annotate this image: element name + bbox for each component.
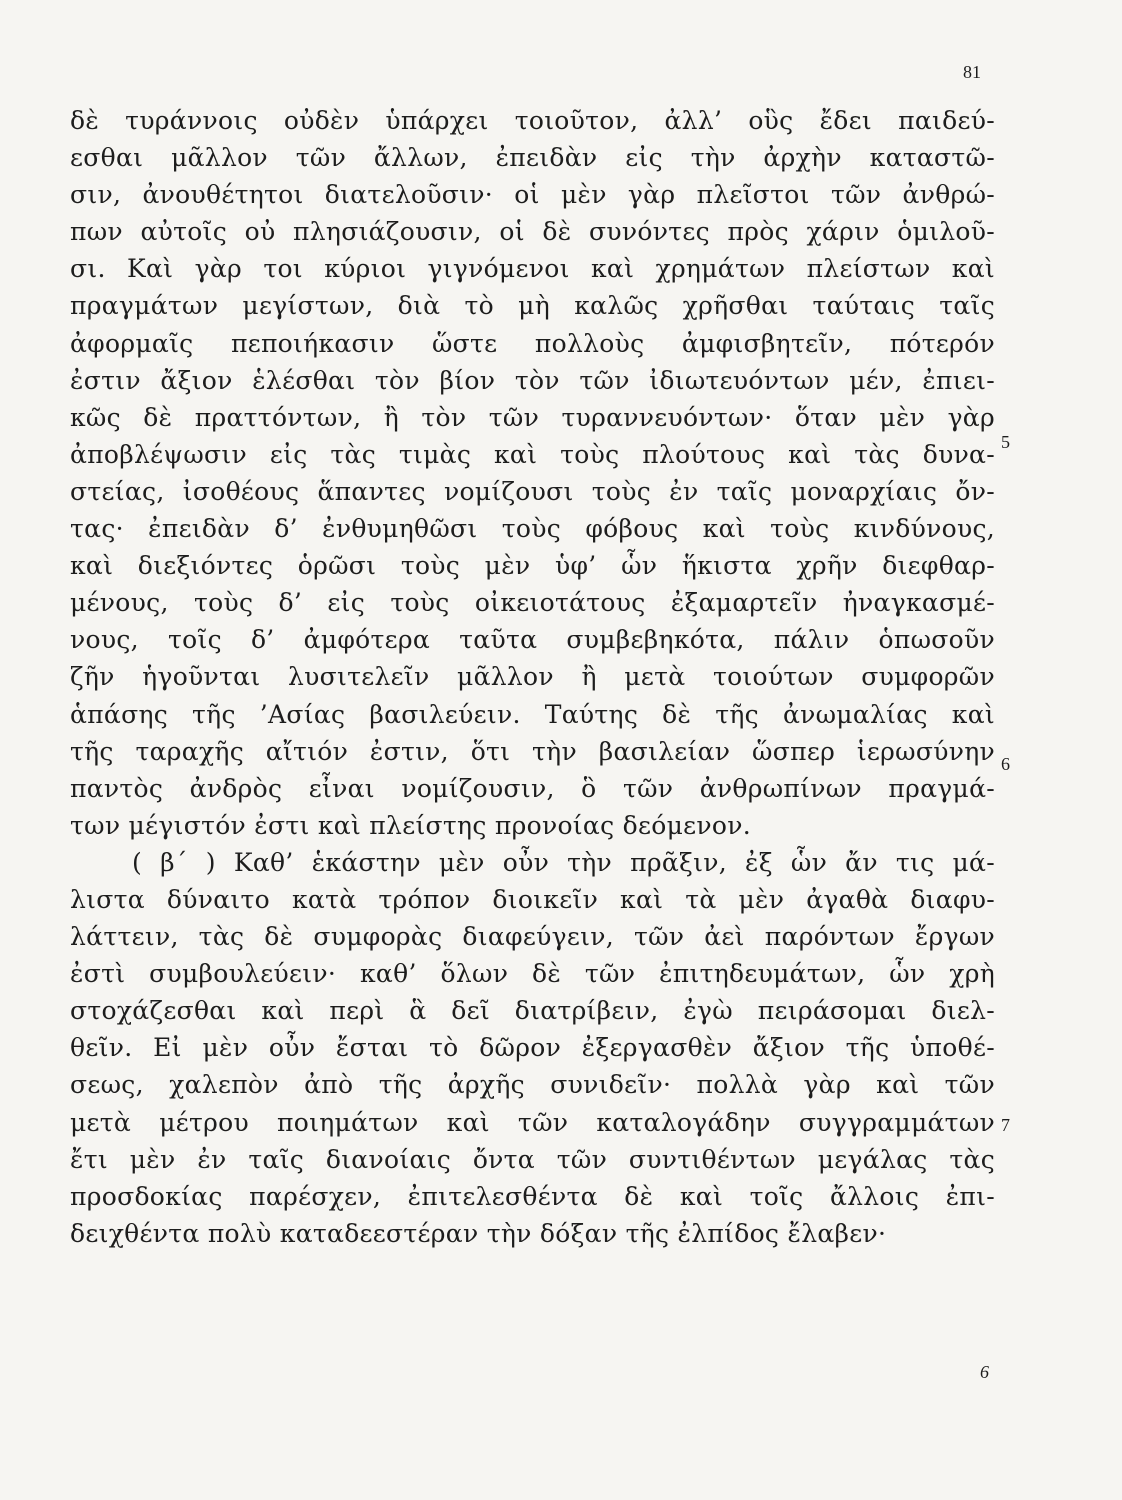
text-line: λάττειν, τὰς δὲ συμφορὰς διαφεύγειν, τῶν ἀεὶ παρόντων ἔργων: [70, 922, 995, 952]
text-line: ἀποβλέψωσιν εἰς τὰς τιμὰς καὶ τοὺς πλούτους καὶ τὰς δυνα-: [70, 439, 995, 469]
text-line: σι. Καὶ γὰρ τοι κύριοι γιγνόμενοι καὶ χρημάτων πλείστων καὶ: [70, 254, 995, 284]
signature-mark: 6: [980, 1362, 989, 1382]
text-line: πων αὐτοῖς οὐ πλησιάζουσιν, οἱ δὲ συνόντες πρὸς χάριν ὁμιλοῦ-: [70, 217, 995, 247]
text-line: νους, τοῖς δ’ ἀμφότερα ταῦτα συμβεβηκότα, πάλιν ὁπωσοῦν: [70, 625, 995, 655]
text-line: λιστα δύναιτο κατὰ τρόπον διοικεῖν καὶ τὰ μὲν ἀγαθὰ διαφυ-: [70, 884, 995, 914]
text-line: μετὰ μέτρου ποιημάτων καὶ τῶν καταλογάδην συγγραμμάτων: [70, 1107, 995, 1137]
text-line: ἐστὶ συμβουλεύειν· καθ’ ὅλων δὲ τῶν ἐπιτηδευμάτων, ὧν χρὴ: [70, 959, 995, 989]
text-line: ἔτι μὲν ἐν ταῖς διανοίαις ὄντα τῶν συντιθέντων μεγάλας τὰς: [70, 1144, 995, 1174]
text-line: στείας, ἰσοθέους ἅπαντες νομίζουσι τοὺς ἐν ταῖς μοναρχίαις ὄν-: [70, 476, 995, 506]
text-line: σιν, ἀνουθέτητοι διατελοῦσιν· οἱ μὲν γὰρ πλεῖστοι τῶν ἀνθρώ-: [70, 180, 995, 210]
text-line: πραγμάτων μεγίστων, διὰ τὸ μὴ καλῶς χρῆσθαι ταύταις ταῖς: [70, 291, 995, 321]
margin-section-number: 5: [1001, 432, 1010, 452]
text-line: δὲ τυράννοις οὐδὲν ὑπάρχει τοιοῦτον, ἀλλ’ οὓς ἔδει παιδεύ-: [70, 106, 995, 135]
text-line: ( β΄ ) Καθ’ ἑκάστην μὲν οὖν τὴν πρᾶξιν, ἐξ ὧν ἄν τις μά-: [132, 847, 995, 877]
text-line: τῆς ταραχῆς αἴτιόν ἐστιν, ὅτι τὴν βασιλείαν ὥσπερ ἱερωσύνην: [70, 736, 995, 766]
text-line: των μέγιστόν ἐστι καὶ πλείστης προνοίας δεόμενον.: [70, 810, 751, 840]
text-line: δειχθέντα πολὺ καταδεεστέραν τὴν δόξαν τῆς ἐλπίδος ἔλαβεν·: [70, 1218, 887, 1248]
text-line: ζῆν ἡγοῦνται λυσιτελεῖν μᾶλλον ἢ μετὰ τοιούτων συμφορῶν: [70, 662, 995, 692]
text-line: μένους, τοὺς δ’ εἰς τοὺς οἰκειοτάτους ἐξαμαρτεῖν ἠναγκασμέ-: [70, 588, 995, 618]
page-number: 81: [963, 62, 981, 82]
text-line: σεως, χαλεπὸν ἀπὸ τῆς ἀρχῆς συνιδεῖν· πολλὰ γὰρ καὶ τῶν: [70, 1070, 995, 1100]
text-line: τας· ἐπειδὰν δ’ ἐνθυμηθῶσι τοὺς φόβους καὶ τοὺς κινδύνους,: [70, 514, 995, 544]
text-line: προσδοκίας παρέσχεν, ἐπιτελεσθέντα δὲ καὶ τοῖς ἄλλοις ἐπι-: [70, 1181, 995, 1211]
text-line: ἁπάσης τῆς ’Ασίας βασιλεύειν. Ταύτης δὲ τῆς ἀνωμαλίας καὶ: [70, 699, 995, 729]
text-line: παντὸς ἀνδρὸς εἶναι νομίζουσιν, ὃ τῶν ἀνθρωπίνων πραγμά-: [70, 773, 995, 803]
margin-section-number: 6: [1001, 754, 1010, 774]
text-line: καὶ διεξιόντες ὁρῶσι τοὺς μὲν ὑφ’ ὧν ἥκιστα χρῆν διεφθαρ-: [70, 551, 995, 581]
text-line: εσθαι μᾶλλον τῶν ἄλλων, ἐπειδὰν εἰς τὴν ἀρχὴν καταστῶ-: [70, 143, 995, 173]
body-text: [70, 102, 995, 1252]
text-line: στοχάζεσθαι καὶ περὶ ἃ δεῖ διατρίβειν, ἐγὼ πειράσομαι διελ-: [70, 996, 995, 1026]
text-line: θεῖν. Εἰ μὲν οὖν ἔσται τὸ δῶρον ἐξεργασθὲν ἄξιον τῆς ὑποθέ-: [70, 1033, 995, 1063]
text-line: ἀφορμαῖς πεποιήκασιν ὥστε πολλοὺς ἀμφισβητεῖν, πότερόν: [70, 328, 995, 358]
margin-section-number: 7: [1001, 1115, 1010, 1135]
text-line: κῶς δὲ πραττόντων, ἢ τὸν τῶν τυραννευόντων· ὅταν μὲν γὰρ: [70, 402, 995, 432]
text-line: ἐστιν ἄξιον ἑλέσθαι τὸν βίον τὸν τῶν ἰδιωτευόντων μέν, ἐπιει-: [70, 365, 995, 395]
